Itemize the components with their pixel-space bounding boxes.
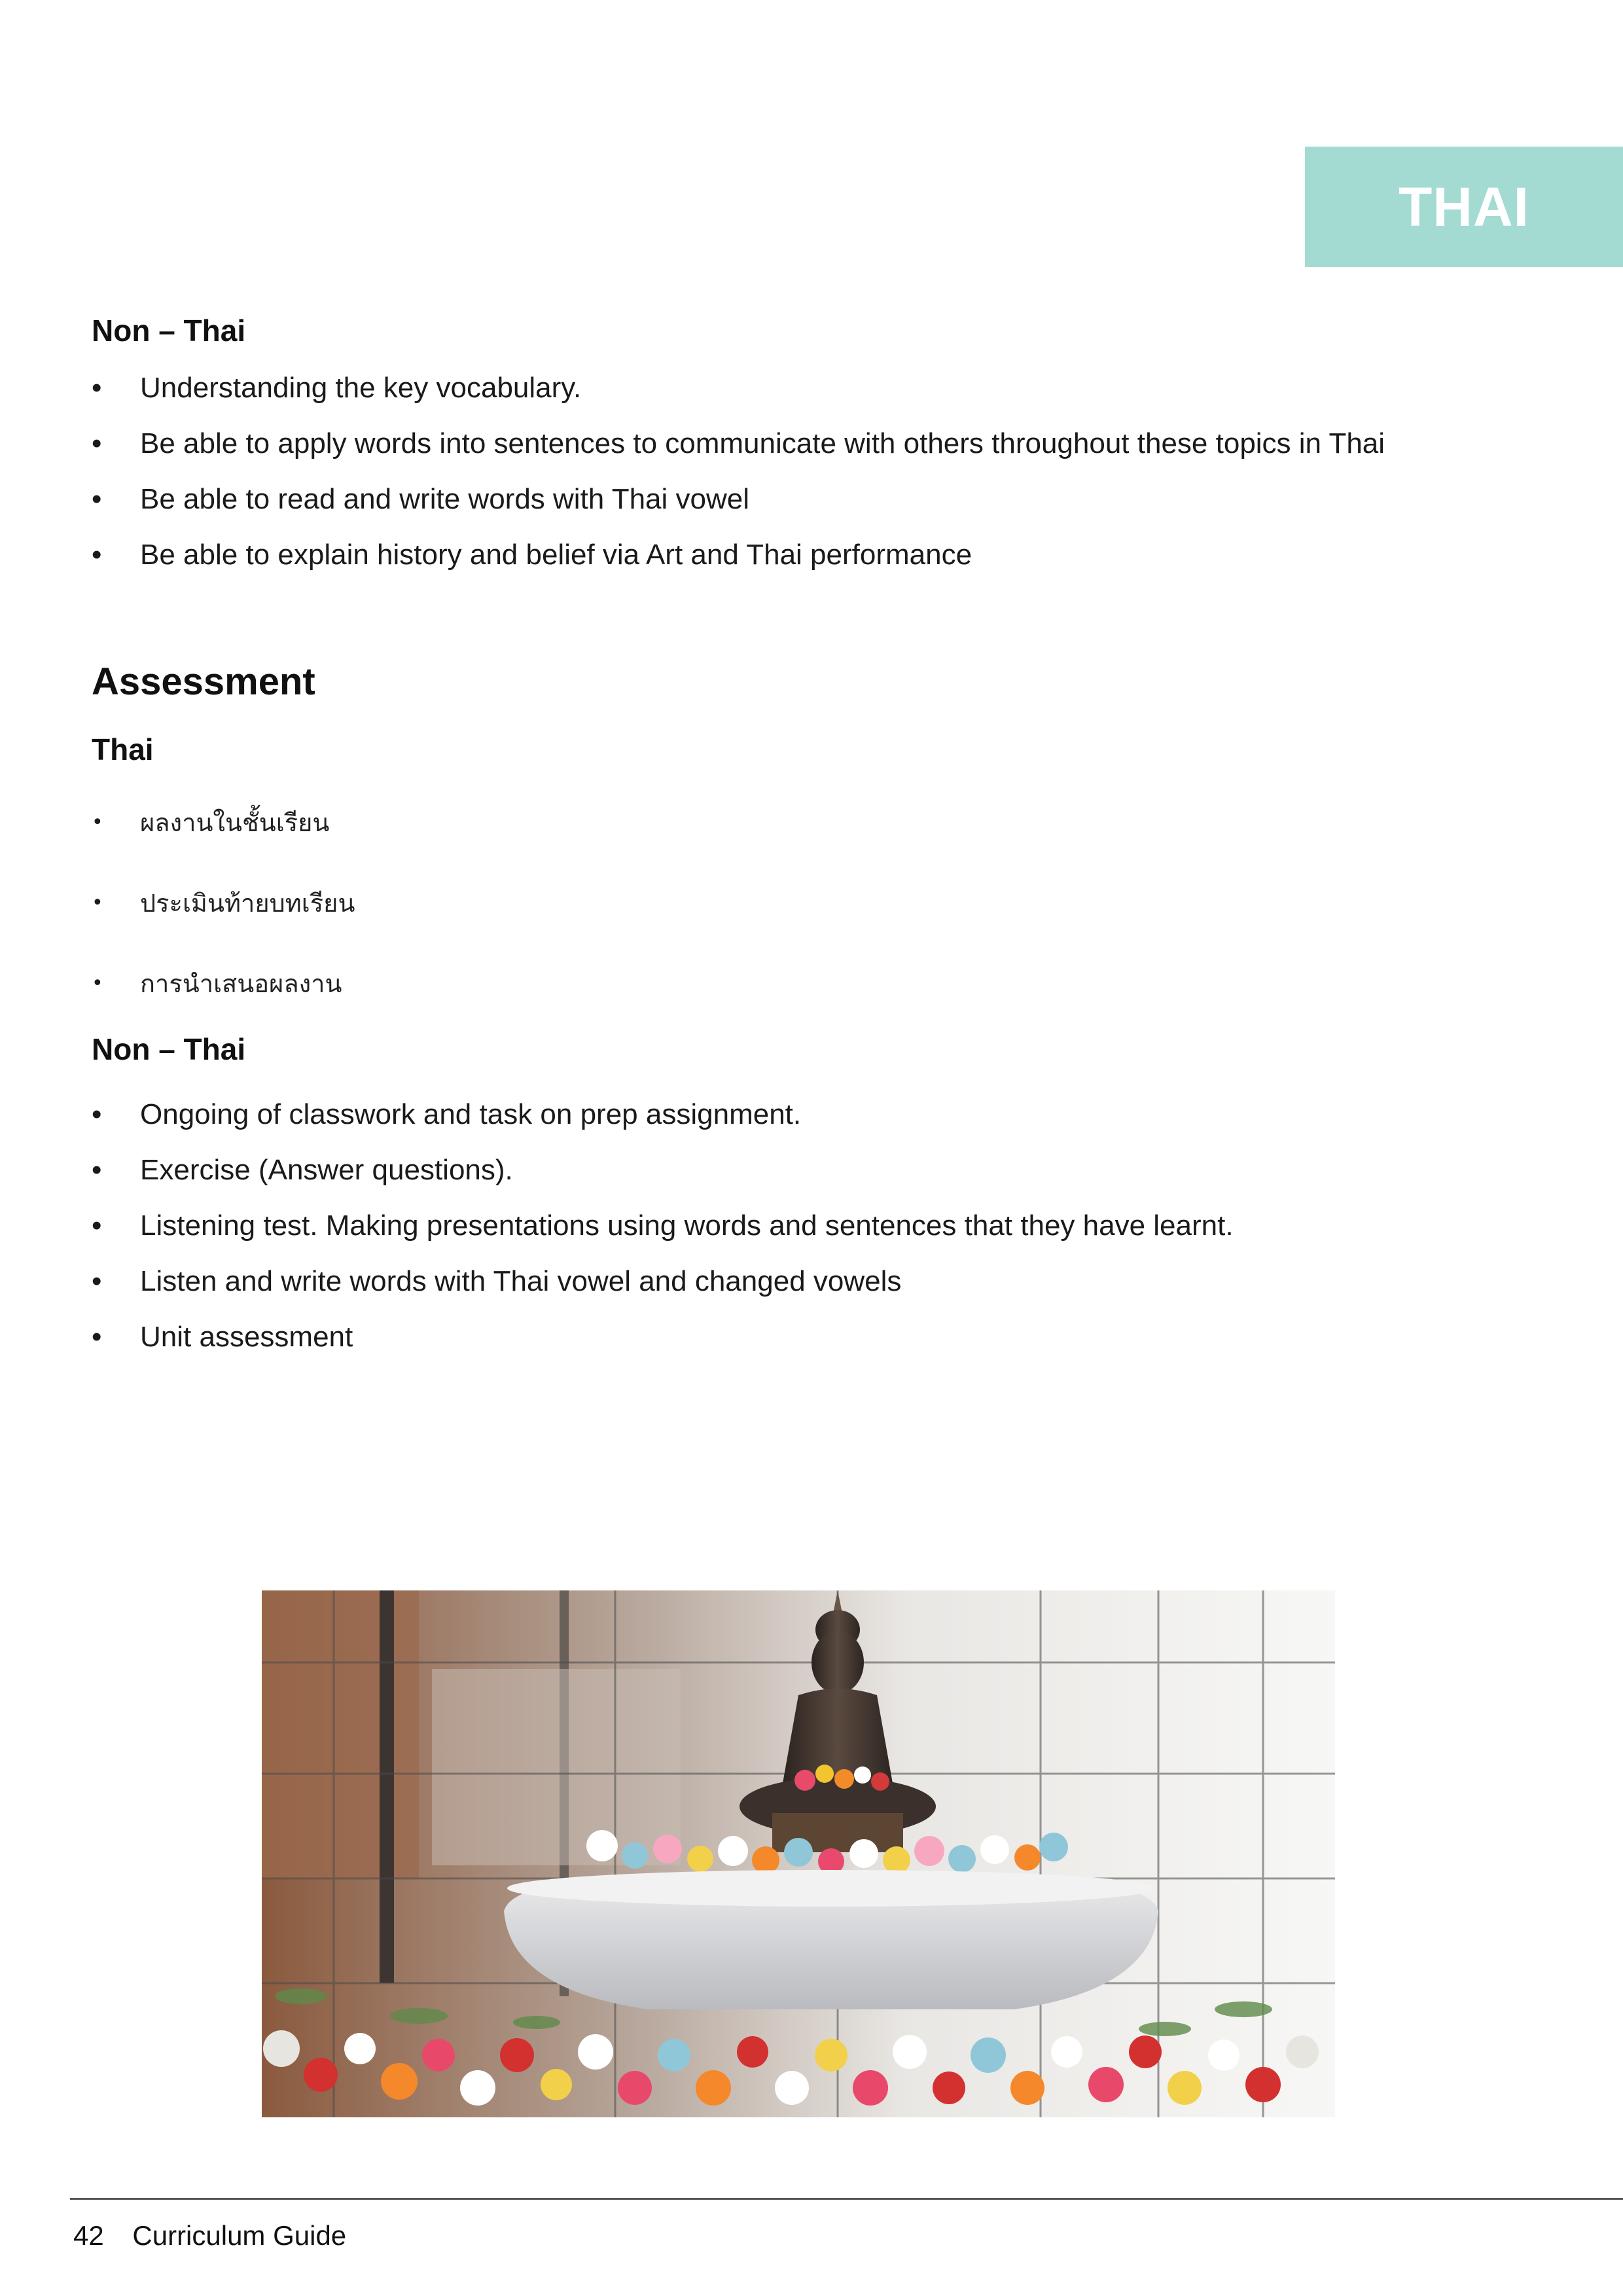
list-item: • Be able to explain history and belief via Art and Thai performance [92, 537, 1505, 573]
assessment-thai-heading: Thai [92, 732, 154, 766]
list-item: • Be able to apply words into sentences to communicate with others throughout these topics in Thai [92, 426, 1505, 461]
list-item: • Be able to read and write words with Thai vowel [92, 482, 1505, 517]
page-footer [73, 2220, 367, 2251]
list-item: • ประเมินท้ายบทเรียน [92, 886, 1505, 921]
footer-title: Curriculum Guide [132, 2220, 347, 2251]
section-tab [1305, 147, 1623, 267]
assessment-thai-list [92, 805, 1505, 1047]
list-item: • Exercise (Answer questions). [92, 1153, 1505, 1188]
assessment-heading: Assessment [92, 660, 315, 703]
non-thai-outcomes-heading: Non – Thai [92, 314, 246, 348]
list-item: • Listen and write words with Thai vowel and changed vowels [92, 1264, 1505, 1299]
assessment-non-thai-list [92, 1097, 1505, 1375]
section-tab-label: THAI [1399, 175, 1529, 238]
assessment-non-thai-heading: Non – Thai [92, 1032, 246, 1066]
footer-divider [70, 2198, 1623, 2200]
list-item: • การนำเสนอผลงาน [92, 966, 1505, 1001]
list-item: • Listening test. Making presentations using words and sentences that they have learnt. [92, 1208, 1505, 1244]
list-item: • Unit assessment [92, 1319, 1505, 1355]
page-number: 42 [73, 2220, 104, 2251]
list-item: • ผลงานในชั้นเรียน [92, 805, 1505, 840]
non-thai-outcomes-list [92, 370, 1505, 593]
list-item: • Understanding the key vocabulary. [92, 370, 1505, 406]
buddha-flower-photo [262, 1590, 1335, 2117]
list-item: • Ongoing of classwork and task on prep assignment. [92, 1097, 1505, 1132]
